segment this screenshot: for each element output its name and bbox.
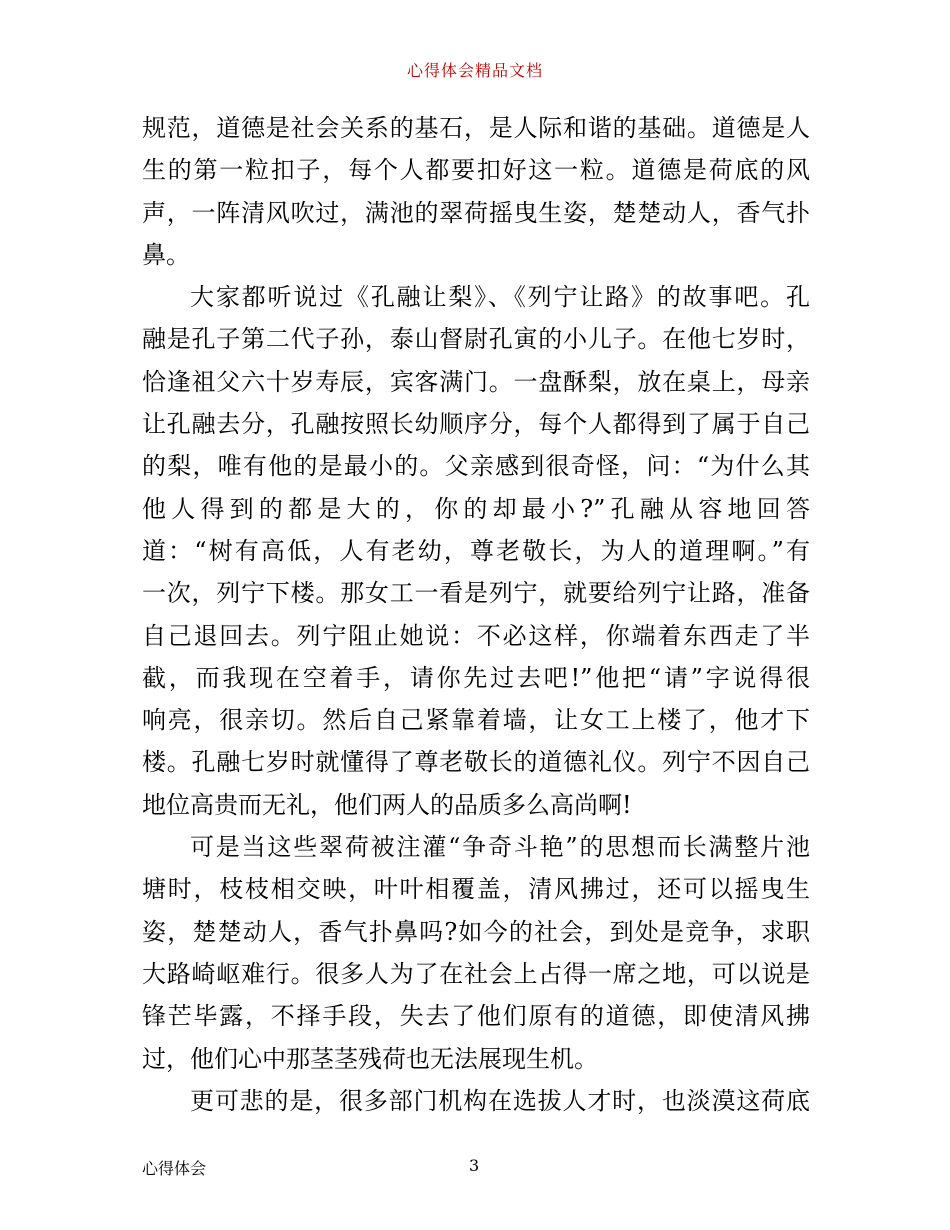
text-line: 道：“树有高低，人有老幼，尊老敬长，为人的道理啊。”有 [142,536,810,565]
text-line: 可是当这些翠荷被注灌“争奇斗艳”的思想而长满整片池 [190,833,810,862]
text-line: 让孔融去分，孔融按照长幼顺序分，每个人都得到了属于自己 [142,410,810,439]
text-line: 响亮，很亲切。然后自己紧靠着墙，让女工上楼了，他才下 [142,706,810,735]
paragraph [142,276,810,826]
page-number: 3 [469,1156,480,1175]
footer-label: 心得体会 [142,1159,207,1178]
text-line: 姿，楚楚动人，香气扑鼻吗?如今的社会，到处是竞争，求职 [142,917,810,946]
text-line: 楼。孔融七岁时就懂得了尊老敬长的道德礼仪。列宁不因自己 [142,748,810,777]
text-line: 地位高贵而无礼，他们两人的品质多么高尚啊! [142,790,632,819]
paragraph [142,1080,810,1122]
text-line: 过，他们心中那茎茎残荷也无法展现生机。 [142,1044,598,1073]
text-line: 塘时，枝枝相交映，叶叶相覆盖，清风拂过，还可以摇曳生 [142,875,810,904]
text-line: 鼻。 [142,240,190,269]
text-line: 融是孔子第二代子孙，泰山督尉孔寅的小儿子。在他七岁时， [142,325,810,354]
text-line: 他人得到的都是大的，你的却最小?”孔融从容地回答 [142,494,810,523]
text-line: 生的第一粒扣子，每个人都要扣好这一粒。道德是荷底的风 [142,156,810,185]
text-line: 规范，道德是社会关系的基石，是人际和谐的基础。道德是人 [142,114,810,142]
text-line: 一次，列宁下楼。那女工一看是列宁，就要给列宁让路，准备 [142,579,810,608]
text-line: 声，一阵清风吹过，满池的翠荷摇曳生姿，楚楚动人，香气扑 [142,198,810,227]
text-line: 恰逢祖父六十岁寿辰，宾客满门。一盘酥梨，放在桌上，母亲 [142,367,810,396]
page-header-title: 心得体会精品文档 [406,61,543,80]
paragraph [142,826,810,1080]
text-line: 的梨，唯有他的是最小的。父亲感到很奇怪，问：“为什么其 [142,452,810,481]
text-line: 截，而我现在空着手，请你先过去吧!”他把“请”字说得很 [142,663,810,692]
paragraph [142,107,810,276]
text-line: 自己退回去。列宁阻止她说：不必这样，你端着东西走了半 [142,621,810,650]
text-line: 大路崎岖难行。很多人为了在社会上占得一席之地，可以说是 [142,959,810,988]
text-line: 大家都听说过《孔融让梨》、《列宁让路》的故事吧。孔 [190,283,810,312]
text-line: 更可悲的是，很多部门机构在选拔人才时，也淡漠这荷底 [190,1086,810,1115]
document-body [142,107,810,1122]
text-line: 锋芒毕露，不择手段，失去了他们原有的道德，即使清风拂 [142,1002,810,1031]
